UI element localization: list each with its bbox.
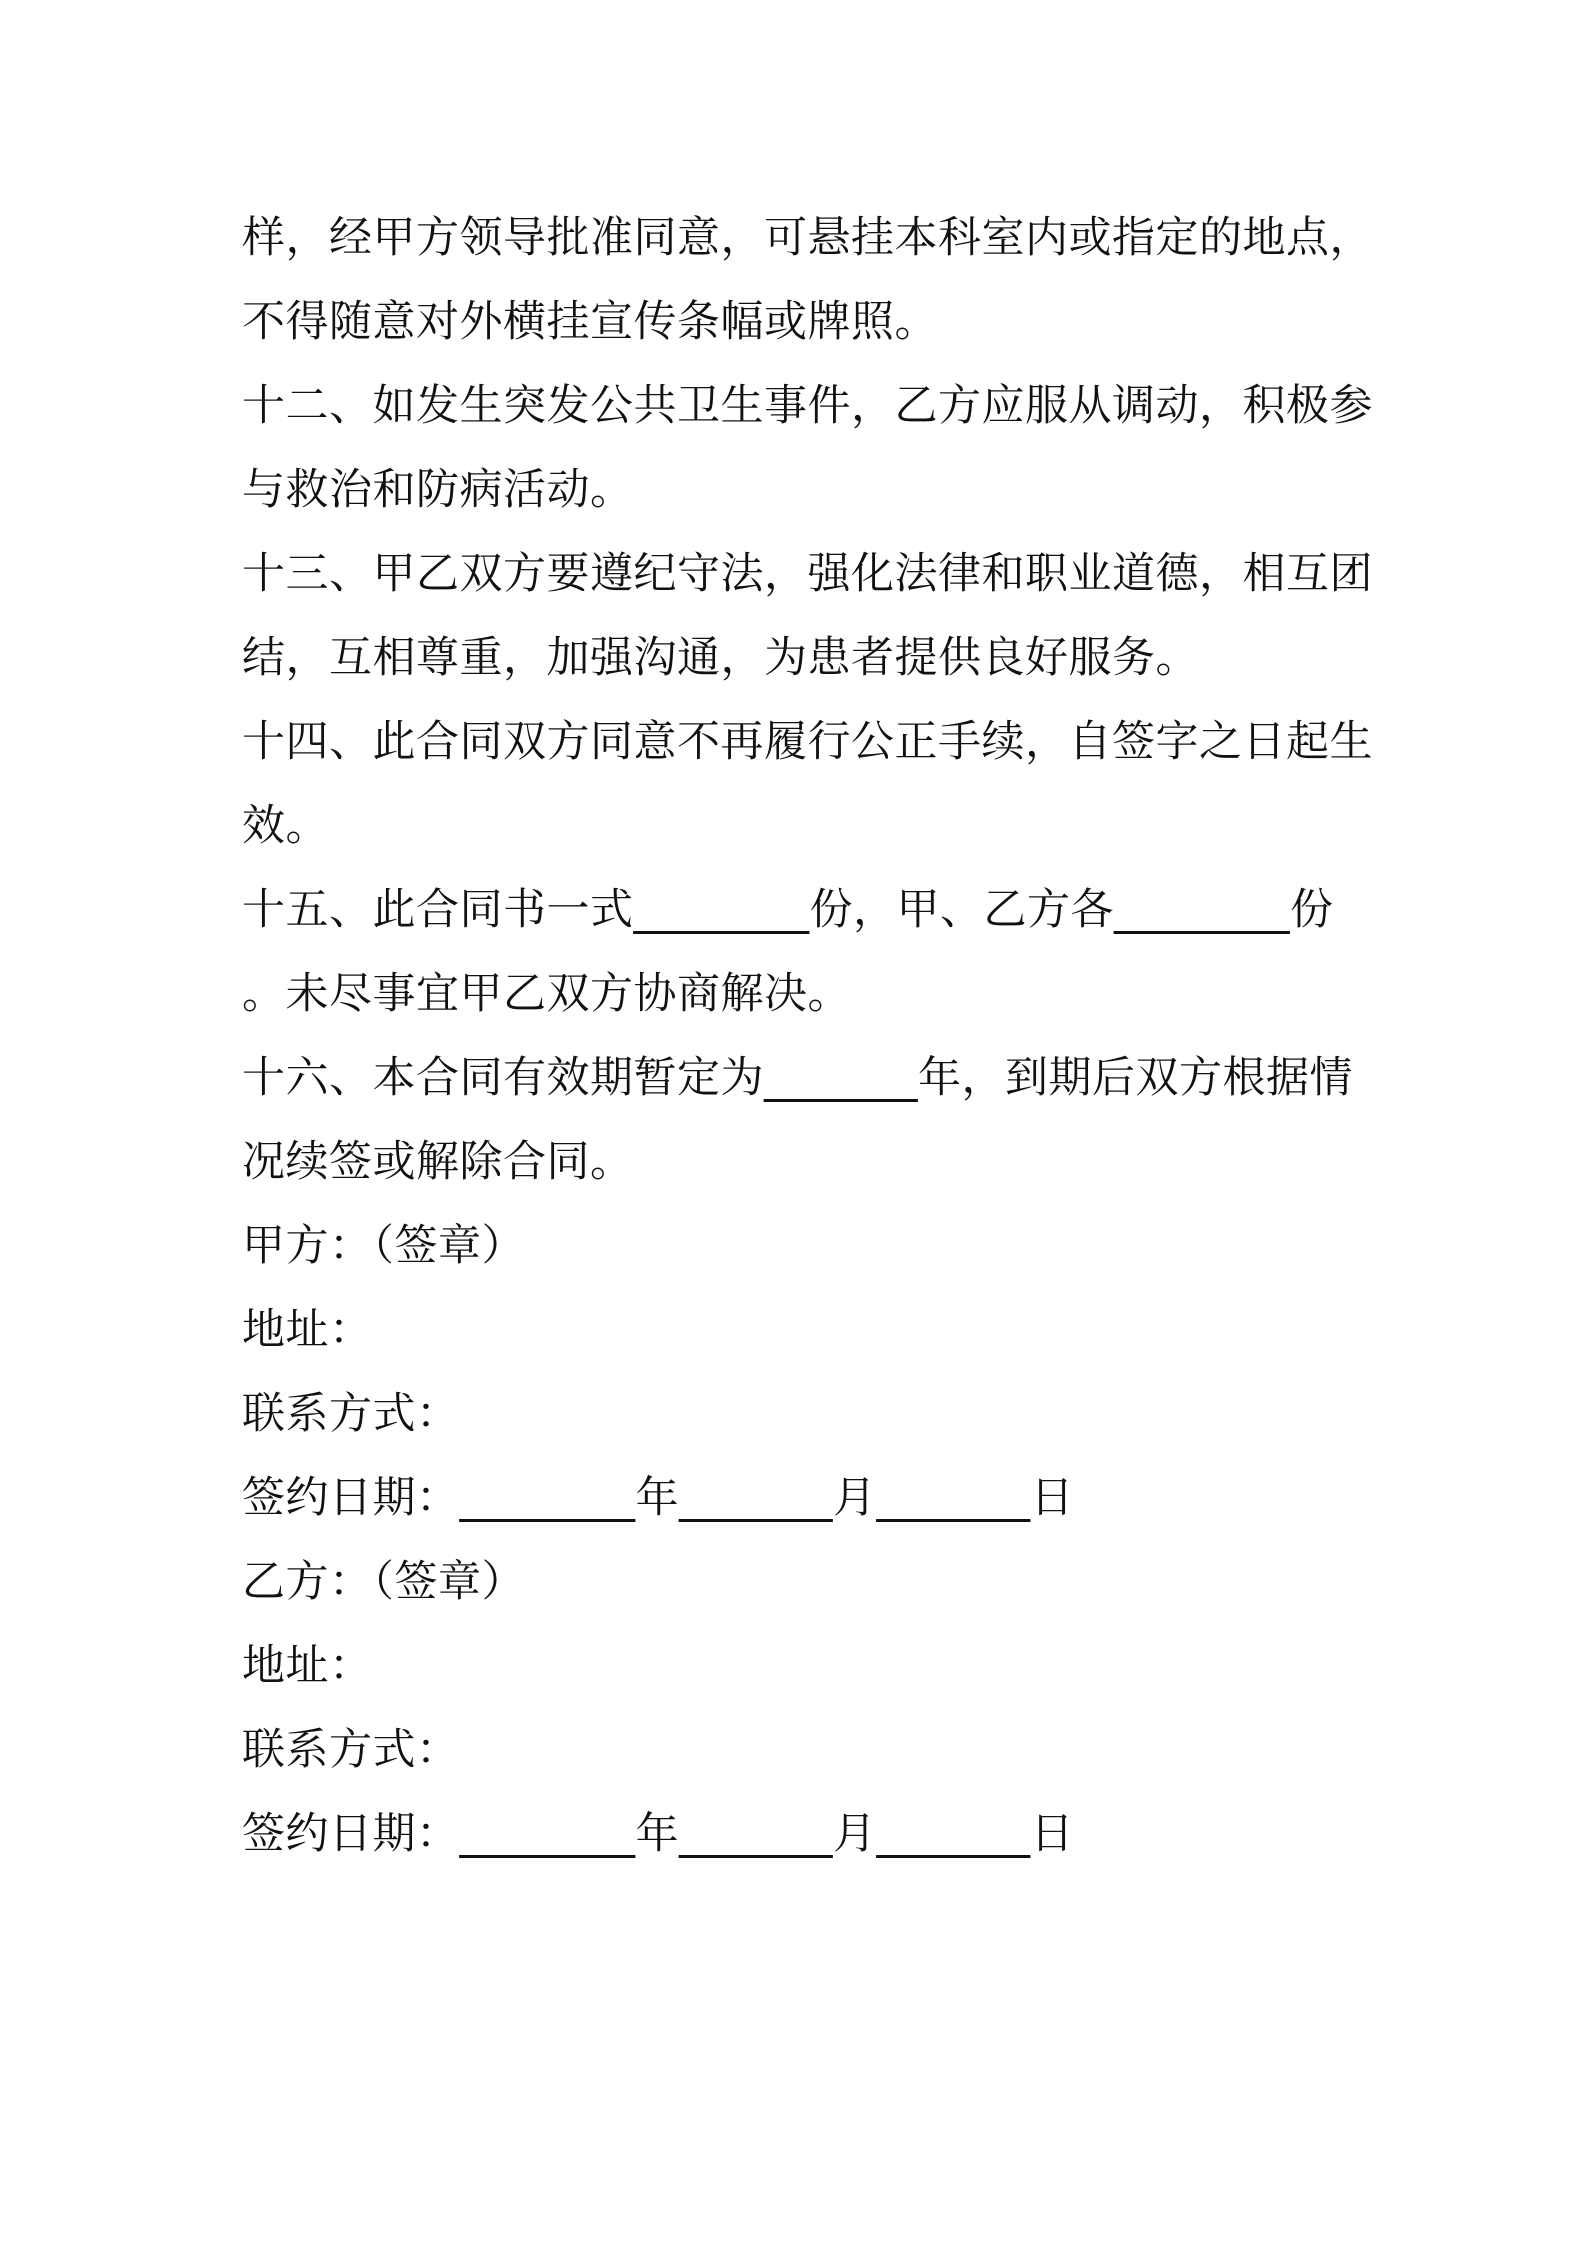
clause-16-line-2: 况续签或解除合同。 <box>242 1137 634 1187</box>
clause-11-line-2: 不得随意对外横挂宣传条幅或牌照。 <box>242 297 938 347</box>
clause-13-line-2: 结，互相尊重，加强沟通，为患者提供良好服务。 <box>242 633 1199 683</box>
clause-12-line-2: 与救治和防病活动。 <box>242 465 634 515</box>
clause-14-line-2: 效。 <box>242 801 329 851</box>
party-a-sign-date: 签约日期：________年_______月_______日 <box>242 1473 1074 1523</box>
party-b-contact-label: 联系方式： <box>242 1725 460 1775</box>
party-b-signature-label: 乙方：（签章） <box>242 1557 525 1607</box>
clause-13-line-1: 十三、甲乙双方要遵纪守法，强化法律和职业道德，相互团 <box>242 549 1373 599</box>
party-a-address-label: 地址： <box>242 1305 373 1355</box>
clause-15-line-2: 。未尽事宜甲乙双方协商解决。 <box>242 969 851 1019</box>
clause-14-line-1: 十四、此合同双方同意不再履行公正手续，自签字之日起生 <box>242 717 1373 767</box>
party-b-address-label: 地址： <box>242 1641 373 1691</box>
clause-16-line-1: 十六、本合同有效期暂定为_______年，到期后双方根据情 <box>242 1053 1353 1103</box>
party-a-contact-label: 联系方式： <box>242 1389 460 1439</box>
clause-15-line-1: 十五、此合同书一式________份，甲、乙方各________份 <box>242 885 1334 935</box>
party-a-signature-label: 甲方：（签章） <box>242 1221 525 1271</box>
clause-12-line-1: 十二、如发生突发公共卫生事件，乙方应服从调动，积极参 <box>242 381 1373 431</box>
document-body <box>242 196 1373 1876</box>
party-b-sign-date: 签约日期：________年_______月_______日 <box>242 1809 1074 1859</box>
clause-11-line-1: 样，经甲方领导批准同意，可悬挂本科室内或指定的地点， <box>242 213 1373 263</box>
